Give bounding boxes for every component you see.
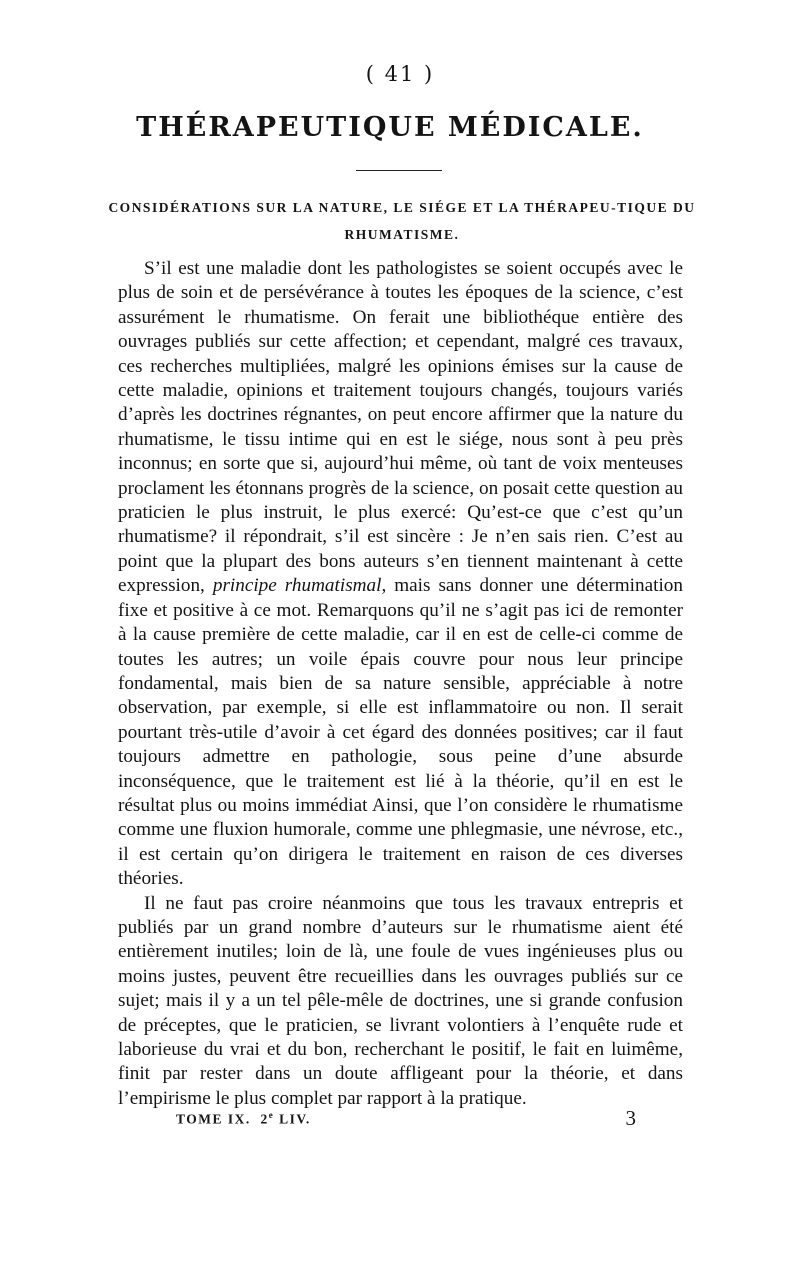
sheet-number: 3 <box>625 1106 636 1130</box>
livraison-label: LIV. <box>279 1111 311 1127</box>
page-number: ( 41 ) <box>365 62 435 86</box>
signature-mark <box>176 1110 311 1128</box>
paragraph-2: Il ne faut pas croire néanmoins que tous les travaux entrepris et publiés par un grand nombre d’auteurs sur le rhumatisme aient été entièrement inutiles; loin de là, une foule de vues ingénieuses plus ou moins justes, peuvent être recueillies dans les ouvrages publiés sur ce sujet; mais il y a un tel pêle-mêle de doctrines, une si grande confusion de préceptes, que le praticien, se livrant volontiers à l’enquête rude et laborieuse du vrai et du bon, recherchant le positif, le fait en luimême, finit par rester dans un doute affligeant pour la théorie, et dans l’empirisme le plus complet par rapport à la pratique. <box>118 892 683 1109</box>
paragraph-1 <box>118 257 683 892</box>
paragraph-1-text-b: , mais sans donner une détermination fixe et positive à ce mot. Remarquons qu’il ne s’agit pas ici de remonter à la cause première de cette maladie, car il en est de celle-ci comme de toutes les autres; un voile épais couvre pour nous leur principe fondamental, mais bien de sa nature sensible, appréciable à notre observation, par exemple, si elle est inflammatoire ou non. Il serait pourtant très-utile d’avoir à cet égard des données positives; car il faut toujours admettre en pathologie, sous peine d’une absurde inconséquence, que le traitement est lié à la théorie, qu’il en est le résultat plus ou moins immédiat Ainsi, que l’on considère le rhumatisme comme une fluxion humorale, comme une phlegmasie, une névrose, etc., il est certain qu’on dirigera le traitement en raison de ces diverses théories. <box>118 575 683 890</box>
article-body <box>118 257 683 1111</box>
livraison-superscript: e <box>268 1110 275 1120</box>
page-footer <box>176 1108 636 1132</box>
section-title: THÉRAPEUTIQUE MÉDICALE. <box>136 112 644 143</box>
title-divider <box>356 170 442 171</box>
paragraph-1-text-a: S’il est une maladie dont les pathologistes se soient occupés avec le plus de soin et de persévérance à toutes les époques de la science, c’est assurément le rhumatisme. On ferait une bibliothéque entière des ouvrages publiés sur cette affection; et cependant, malgré ces travaux, ces recherches multipliées, malgré les opinions émises sur la cause de cette maladie, opinions et traitement toujours changés, toujours variés d’après les doctrines régnantes, on peut encore affirmer que la nature du rhumatisme, le tissu intime qui en est le siége, nous sont à peu près inconnus; en sorte que si, aujourd’hui même, où tant de voix menteuses proclament les étonnans progrès de la science, on posait cette question au praticien le plus instruit, le plus exercé: Qu’est-ce que c’est qu’un rhumatisme? il répondrait, s’il est sincère : Je n’en sais rien. C’est au point que la plupart des bons auteurs s’en tiennent maintenant à cette expression, <box>118 258 683 597</box>
livraison-number: 2 <box>260 1111 269 1127</box>
tome-label: TOME IX. <box>176 1111 251 1127</box>
article-subtitle: CONSIDÉRATIONS SUR LA NATURE, LE SIÉGE ET LA THÉRAPEU-TIQUE DU RHUMATISME. <box>108 200 696 242</box>
italic-term: principe rhumatismal <box>212 575 382 597</box>
